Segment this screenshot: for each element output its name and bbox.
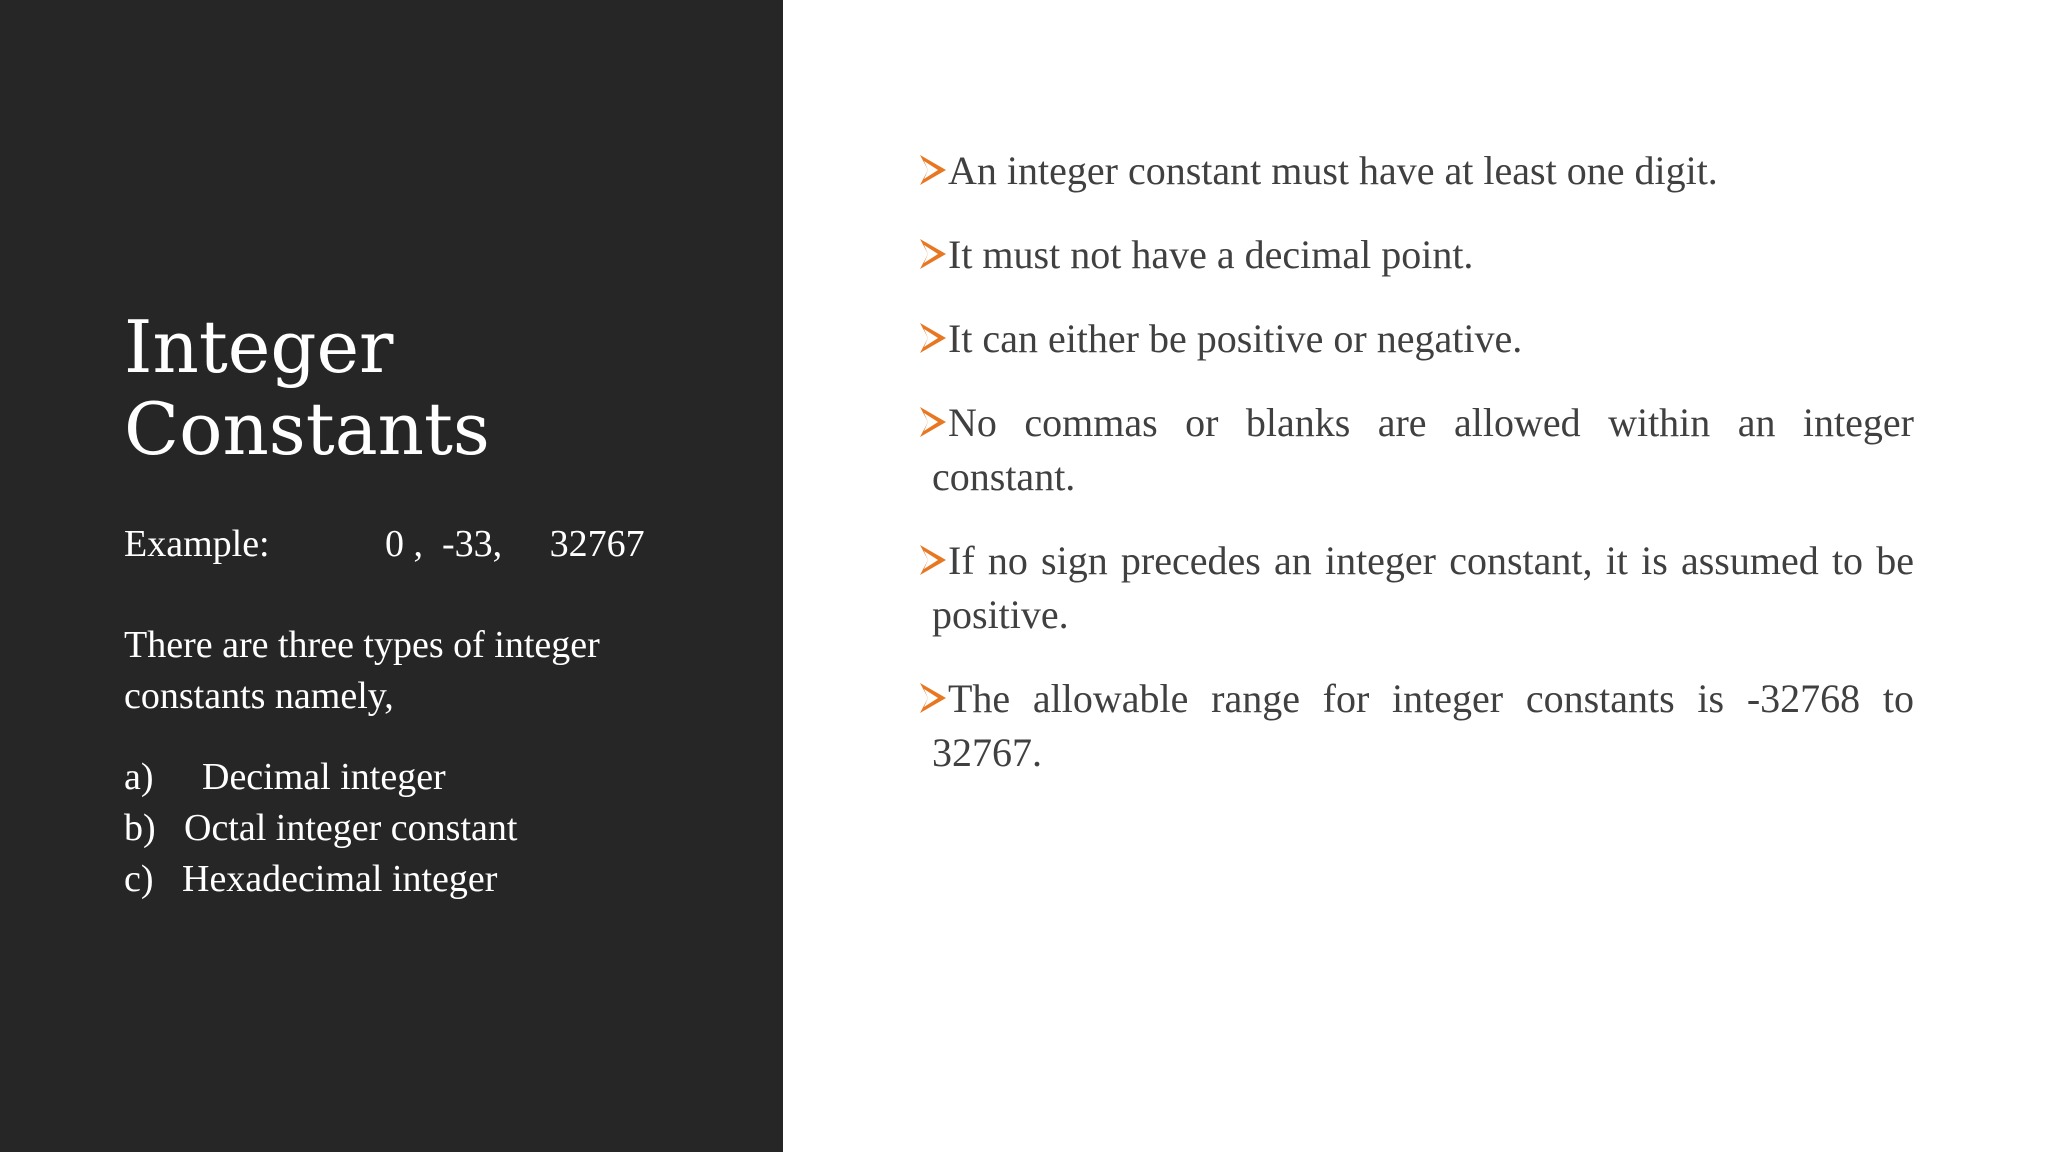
arrow-bullet-icon [918,543,948,577]
rule-text: It must not have a decimal point. [948,232,1474,277]
rule-item [918,672,1914,780]
list-item-text: Hexadecimal integer [182,858,498,900]
arrow-bullet-icon [918,321,948,355]
rule-text: The allowable range for integer constants is -32768 to 32767. [932,676,1914,775]
list-item [124,854,684,905]
rule-item [918,144,1914,198]
list-item-text: Octal integer constant [184,807,518,849]
list-marker: b) [124,807,156,849]
rule-item [918,396,1914,504]
example-label: Example: [124,523,270,565]
arrow-bullet-icon [918,237,948,271]
left-panel [0,0,783,1152]
rule-item [918,228,1914,282]
types-list [124,752,684,905]
arrow-bullet-icon [918,681,948,715]
list-marker: c) [124,858,154,900]
rule-text: If no sign precedes an integer constant, it is assumed to be positive. [932,538,1914,637]
slide-title [124,306,684,470]
list-item [124,752,684,803]
arrow-bullet-icon [918,405,948,439]
example-values: 0 , -33, 32767 [385,523,645,565]
arrow-bullet-icon [918,153,948,187]
title-line-1: Integer [124,305,394,389]
list-marker: a) [124,756,154,798]
rules-list [918,144,1914,780]
rule-text: It can either be positive or negative. [948,316,1523,361]
list-item-text: Decimal integer [202,756,446,798]
list-item [124,803,684,854]
rule-text: An integer constant must have at least one digit. [948,148,1718,193]
rule-item [918,534,1914,642]
rule-text: No commas or blanks are allowed within an integer constant. [932,400,1914,499]
example-line [124,518,684,570]
rule-item [918,312,1914,366]
types-intro: There are three types of integer constants namely, [124,624,600,717]
title-line-2: Constants [124,387,490,471]
